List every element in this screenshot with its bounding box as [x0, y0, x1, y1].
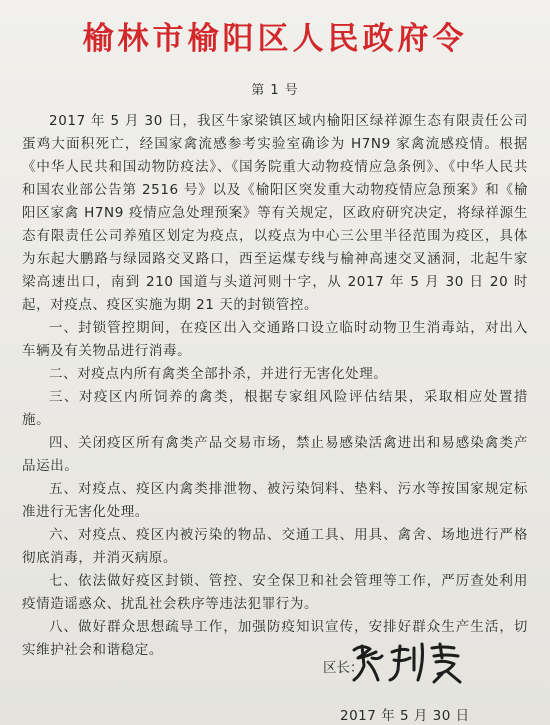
measure-item-7: 七、依法做好疫区封锁、管控、安全保卫和社会管理等工作，严厉查处利用疫情造谣惑众、扰乱社会秩序等违法犯罪行为。: [22, 573, 528, 612]
measure-item-4: 四、关闭疫区所有禽类产品交易市场，禁止易感染活禽进出和易感染禽类产品运出。: [22, 435, 528, 474]
signature-block: [0, 640, 550, 690]
handwritten-signature: [348, 640, 466, 684]
intro-paragraph: 2017 年 5 月 30 日，我区牛家梁镇区域内榆阳区绿祥源生态有限责任公司蛋鸡大面积死亡，经国家禽流感参考实验室确诊为 H7N9 家禽流感疫情。根据《中华人民共和国动物防疫法》、《国务院重大动物疫情应急条例》、《中华人民共和国农业部公告第 2516 号》以及《榆阳区突发重大动物疫情应急预案》和《榆阳区家禽 H7N9 疫情应急处理预案》等有关规定，区政府研究决定，将绿祥源生态有限责任公司养殖区划定为疫点，以疫点为中心三公里半径范围为疫区，具体为东起大鹏路与绿园路交叉路口，西至运煤专线与榆神高速交叉涵洞，北起牛家梁高速出口，南到 210 国道与头道河则十字，从 2017 年 5 月 30 日 20 时起，对疫点、疫区实施为期 21 天的封锁管控。: [22, 113, 528, 313]
measure-item-2: 二、对疫点内所有禽类全部扑杀，并进行无害化处理。: [49, 366, 388, 382]
decree-title: 榆林市榆阳区人民政府令: [82, 21, 468, 57]
measure-item-8: 八、做好群众思想疏导工作，加强防疫知识宣传，安排好群众生产生活，切实维护社会和谐稳定。: [22, 619, 528, 658]
decree-date: 2017 年 5 月 30 日: [340, 708, 470, 724]
measure-item-1: 一、封锁管控期间，在疫区出入交通路口设立临时动物卫生消毒站，对出入车辆及有关物品进行消毒。: [22, 320, 528, 359]
measure-item-5: 五、对疫点、疫区内禽类排泄物、被污染饲料、垫料、污水等按国家规定标准进行无害化处理。: [22, 481, 528, 520]
measure-item-6: 六、对疫点、疫区内被污染的物品、交通工具、用具、禽舍、场地进行严格彻底消毒，并消灭病原。: [22, 527, 528, 566]
document-number: 第 1 号: [251, 83, 299, 98]
signature-label: 区长：: [323, 660, 364, 676]
measure-item-3: 三、对疫区内所饲养的禽类，根据专家组风险评估结果，采取相应处置措施。: [22, 389, 528, 428]
